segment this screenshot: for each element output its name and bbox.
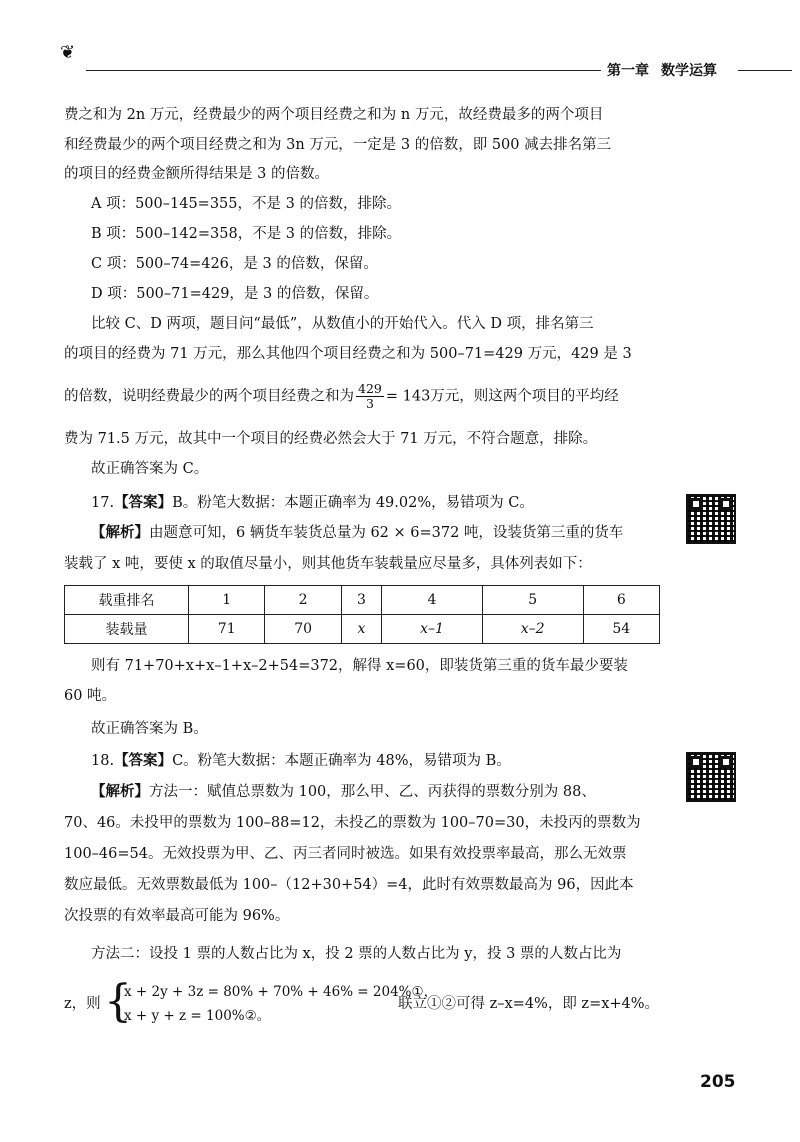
text-line: 方法二：设投 1 票的人数占比为 x，投 2 票的人数占比为 y，投 3 票的人数占比为 — [91, 946, 622, 962]
table-cell: x — [341, 615, 381, 644]
answer-tag: 【答案】 — [114, 494, 173, 511]
fraction-line — [64, 382, 619, 411]
analysis-tag: 【解析】 — [91, 524, 149, 541]
sprout-ornament-icon: ❦ — [60, 42, 76, 63]
table-cell: 5 — [482, 586, 583, 615]
qr-code-icon[interactable] — [686, 494, 736, 544]
option-c-line: C 项：500–74=426，是 3 的倍数，保留。 — [91, 256, 378, 272]
text-line: 70、46。未投甲的票数为 100–88=12，未投乙的票数为 100–70=30，未投丙的票数为 — [64, 815, 641, 831]
table-cell: 3 — [341, 586, 381, 615]
equation-1: x + 2y + 3z = 80% + 70% + 46% = 204%①， — [124, 984, 438, 1000]
table-cell: 70 — [265, 615, 341, 644]
question-18-answer — [91, 749, 511, 773]
load-table — [64, 585, 660, 644]
analysis-text: 由题意可知，6 辆货车装货总量为 62 × 6=372 吨，设装货第三重的货车 — [149, 525, 624, 541]
question-number: 17. — [91, 495, 115, 511]
text-line: 数应最低。无效票数最低为 100–（12+30+54）=4，此时有效票数最高为 96，因此本 — [64, 877, 634, 893]
text-line: 装载了 x 吨，要使 x 的取值尽量小，则其他货车装载量应尽量多，具体列表如下： — [64, 556, 592, 572]
fraction-numerator: 429 — [358, 381, 382, 396]
table-cell: 1 — [189, 586, 265, 615]
text-segment: = 143万元，则这两个项目的平均经 — [385, 388, 619, 405]
chapter-label: 第一章 — [607, 63, 649, 79]
table-cell: 54 — [583, 615, 659, 644]
table-cell: 2 — [265, 586, 341, 615]
table-cell: 载重排名 — [65, 586, 189, 615]
text-line: 100–46=54。无效投票为甲、乙、丙三者同时被选。如果有效投票率最高，那么无效票 — [64, 846, 627, 862]
text-line: 联立①②可得 z–x=4%，即 z=x+4%。 — [398, 996, 660, 1012]
answer-line: 故正确答案为 B。 — [91, 721, 208, 737]
text-line: 费为 71.5 万元，故其中一个项目的经费必然会大于 71 万元，不符合题意，排除。 — [64, 431, 598, 447]
fraction-denominator: 3 — [365, 396, 374, 411]
answer-tag: 【答案】 — [114, 752, 173, 769]
table-cell: 装载量 — [65, 615, 189, 644]
question-17-analysis — [91, 521, 623, 545]
question-17-answer — [91, 491, 534, 515]
table-cell: 71 — [189, 615, 265, 644]
table-cell: 4 — [382, 586, 483, 615]
table-cell: x–1 — [382, 615, 483, 644]
text-line: 和经费最少的两个项目经费之和为 3n 万元，一定是 3 的倍数，即 500 减去排名第三 — [64, 137, 612, 153]
text-line: 费之和为 2n 万元，经费最少的两个项目经费之和为 n 万元，故经费最多的两个项目 — [64, 107, 604, 123]
answer-line: 故正确答案为 C。 — [91, 461, 209, 477]
header-rule-right — [738, 70, 792, 71]
text-line: 则有 71+70+x+x–1+x–2+54=372，解得 x=60，即装货第三重的货车最少要装 — [91, 658, 628, 674]
question-18-analysis — [91, 780, 596, 804]
text-line: 60 吨。 — [64, 688, 117, 704]
text-line: 比较 C、D 两项，题目问“最低”，从数值小的开始代入。代入 D 项，排名第三 — [91, 316, 594, 332]
table-row — [65, 615, 660, 644]
text-line: 的项目的经费为 71 万元，那么其他四个项目经费之和为 500–71=429 万元，429 是 3 — [64, 346, 632, 362]
header-rule — [86, 70, 601, 71]
question-number: 18. — [91, 753, 115, 769]
fraction — [356, 382, 384, 411]
table-cell: 6 — [583, 586, 659, 615]
table-cell: x–2 — [482, 615, 583, 644]
analysis-tag: 【解析】 — [91, 783, 149, 800]
text-line: 次投票的有效率最高可能为 96%。 — [64, 908, 290, 924]
answer-text: B。粉笔大数据：本题正确率为 49.02%，易错项为 C。 — [172, 495, 534, 511]
text-line: 的项目的经费金额所得结果是 3 的倍数。 — [64, 166, 329, 182]
answer-text: C。粉笔大数据：本题正确率为 48%，易错项为 B。 — [172, 753, 511, 769]
page-number: 205 — [700, 1072, 736, 1092]
analysis-text: 方法一：赋值总票数为 100，那么甲、乙、丙获得的票数分别为 88、 — [149, 784, 596, 800]
running-header — [607, 60, 729, 80]
equation-2: x + y + z = 100%②。 — [124, 1008, 271, 1024]
qr-code-icon[interactable] — [686, 752, 736, 802]
option-b-line: B 项：500–142=358，不是 3 的倍数，排除。 — [91, 226, 402, 242]
equation-brace: { — [104, 976, 132, 1027]
option-a-line: A 项：500–145=355，不是 3 的倍数，排除。 — [91, 196, 401, 212]
text-segment: 的倍数，说明经费最少的两个项目经费之和为 — [64, 388, 354, 405]
table-header-row — [65, 586, 660, 615]
option-d-line: D 项：500–71=429，是 3 的倍数，保留。 — [91, 286, 379, 302]
chapter-title: 数学运算 — [661, 63, 717, 79]
text-line: z，则 — [64, 996, 101, 1012]
